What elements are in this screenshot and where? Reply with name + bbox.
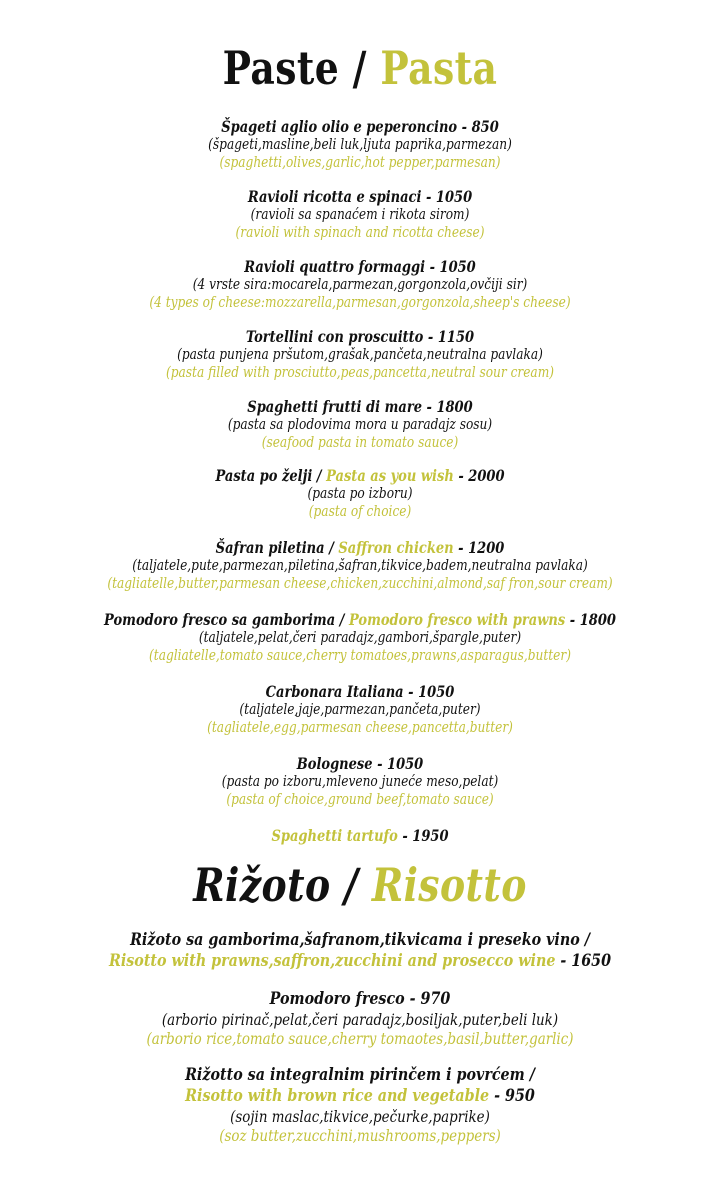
item-name-en: Risotto with prawns,saffron,zucchini and prosecco wine [108, 951, 556, 971]
menu-item-ravioli-formaggi [0, 258, 720, 312]
item-name: Špageti aglio olio e peperoncino - 850 [221, 117, 499, 136]
item-name-en: Risotto with brown rice and vegetable [185, 1086, 490, 1106]
item-name: Carbonara Italiana - 1050 [265, 682, 455, 701]
item-description-en: (pasta of choice) [308, 504, 412, 520]
item-description-en: (spaghetti,olives,garlic,hot pepper,parmesan) [219, 155, 501, 171]
risotto-title-sr: Rižoto [193, 858, 331, 912]
pasta-title-separator: / [352, 41, 367, 95]
item-name-en: Pomodoro fresco with prawns [348, 610, 566, 629]
item-name-en: Saffron chicken [338, 538, 454, 557]
item-description-en: (pasta of choice,ground beef,tomato sauce) [226, 792, 494, 808]
item-description-en: (seafood pasta in tomato sauce) [261, 435, 459, 451]
item-description-en: (ravioli with spinach and ricotta cheese) [235, 225, 485, 241]
item-name [58, 1086, 663, 1107]
item-description: (taljatele,pute,parmezan,piletina,šafran,tikvice,badem,neutralna pavlaka) [132, 558, 588, 574]
item-description: (špageti,masline,beli luk,ljuta paprika,parmezan) [208, 137, 512, 153]
item-description: (taljatele,jaje,parmezan,pančeta,puter) [239, 702, 481, 718]
item-name: Tortellini con proscuitto - 1150 [245, 327, 475, 346]
item-name: Spaghetti frutti di mare - 1800 [247, 397, 473, 416]
item-description: (ravioli sa spanaćem i rikota sirom) [250, 207, 470, 223]
item-description: (4 vrste sira:mocarela,parmezan,gorgonzola,ovčiji sir) [192, 277, 528, 293]
item-price: - 1200 [458, 538, 505, 557]
item-description: (sojin maslac,tikvice,pečurke,paprike) [230, 1107, 490, 1126]
menu-item-rizotto-integralni [0, 1065, 720, 1145]
pasta-section-title [65, 40, 655, 96]
item-description-en: (arborio rice,tomato sauce,cherry tomaotes,basil,butter,garlic) [146, 1029, 574, 1048]
pasta-title-en: Pasta [380, 41, 498, 95]
item-name [58, 467, 663, 485]
item-name [58, 827, 663, 845]
menu-item-pasta-po-zelji [0, 467, 720, 521]
item-price: - 950 [494, 1086, 535, 1106]
item-name [58, 951, 663, 972]
item-description-en: (4 types of cheese:mozzarella,parmesan,gorgonzola,sheep's cheese) [149, 295, 571, 311]
pasta-title-sr: Paste [222, 41, 340, 95]
menu-item-carbonara [0, 683, 720, 737]
menu-item-spaghetti-tartufo [0, 827, 720, 845]
menu-item-aglio-olio [0, 118, 720, 172]
item-description-en: (tagliatelle,tomato sauce,cherry tomatoes,prawns,asparagus,butter) [149, 648, 571, 664]
item-name [58, 539, 663, 557]
item-description: (pasta po izboru,mleveno juneće meso,pelat) [221, 774, 499, 790]
item-price: - 1950 [402, 826, 449, 845]
menu-item-ravioli-ricotta [0, 188, 720, 242]
risotto-title-en: Risotto [371, 858, 527, 912]
item-description-en: (tagliatele,egg,parmesan cheese,pancetta,butter) [207, 720, 513, 736]
item-description: (pasta sa plodovima mora u paradajz sosu) [227, 417, 493, 433]
item-name-sr: Rižoto sa gamborima,šafranom,tikvicama i preseko vino / [130, 930, 590, 950]
item-description-en: (tagliatelle,butter,parmesan cheese,chicken,zucchini,almond,saf fron,sour cream) [107, 576, 613, 592]
menu-item-tortellini [0, 328, 720, 382]
menu-item-rizoto-gamborima [0, 930, 720, 972]
item-price: - 2000 [458, 466, 505, 485]
item-price: - 1800 [569, 610, 616, 629]
item-name-sr: Pomodoro fresco sa gamborima / [104, 610, 345, 629]
item-name [58, 611, 663, 629]
risotto-title-separator: / [344, 858, 359, 912]
risotto-section-title [65, 855, 655, 915]
item-description: (pasta punjena pršutom,grašak,pančeta,neutralna pavlaka) [177, 347, 543, 363]
item-description-en: (soz butter,zucchini,mushrooms,peppers) [219, 1126, 501, 1145]
menu-item-pomodoro-fresco [0, 989, 720, 1048]
menu-item-safran-piletina [0, 539, 720, 593]
item-name-sr: Šafran piletina / [215, 538, 334, 557]
item-name-sr: Pasta po želji / [215, 466, 322, 485]
item-price: - 1650 [560, 951, 612, 971]
item-name-en: Pasta as you wish [326, 466, 454, 485]
item-name: Ravioli ricotta e spinaci - 1050 [247, 187, 473, 206]
item-name-en: Spaghetti tartufo [271, 826, 398, 845]
menu-item-frutti-di-mare [0, 398, 720, 452]
item-description: (taljatele,pelat,čeri paradajz,gambori,špargle,puter) [198, 630, 522, 646]
item-description: (arborio pirinač,pelat,čeri paradajz,bosiljak,puter,beli luk) [161, 1010, 559, 1029]
item-description-en: (pasta filled with prosciutto,peas,pancetta,neutral sour cream) [165, 365, 555, 381]
item-name: Bolognese - 1050 [296, 754, 424, 773]
menu-item-pomodoro-gamborima [0, 611, 720, 665]
item-name: Pomodoro fresco - 970 [269, 989, 451, 1009]
menu-item-bolognese [0, 755, 720, 809]
item-name: Ravioli quattro formaggi - 1050 [244, 257, 476, 276]
item-description: (pasta po izboru) [307, 486, 413, 502]
item-name-sr: Rižotto sa integralnim pirinčem i povrćem / [185, 1065, 535, 1085]
